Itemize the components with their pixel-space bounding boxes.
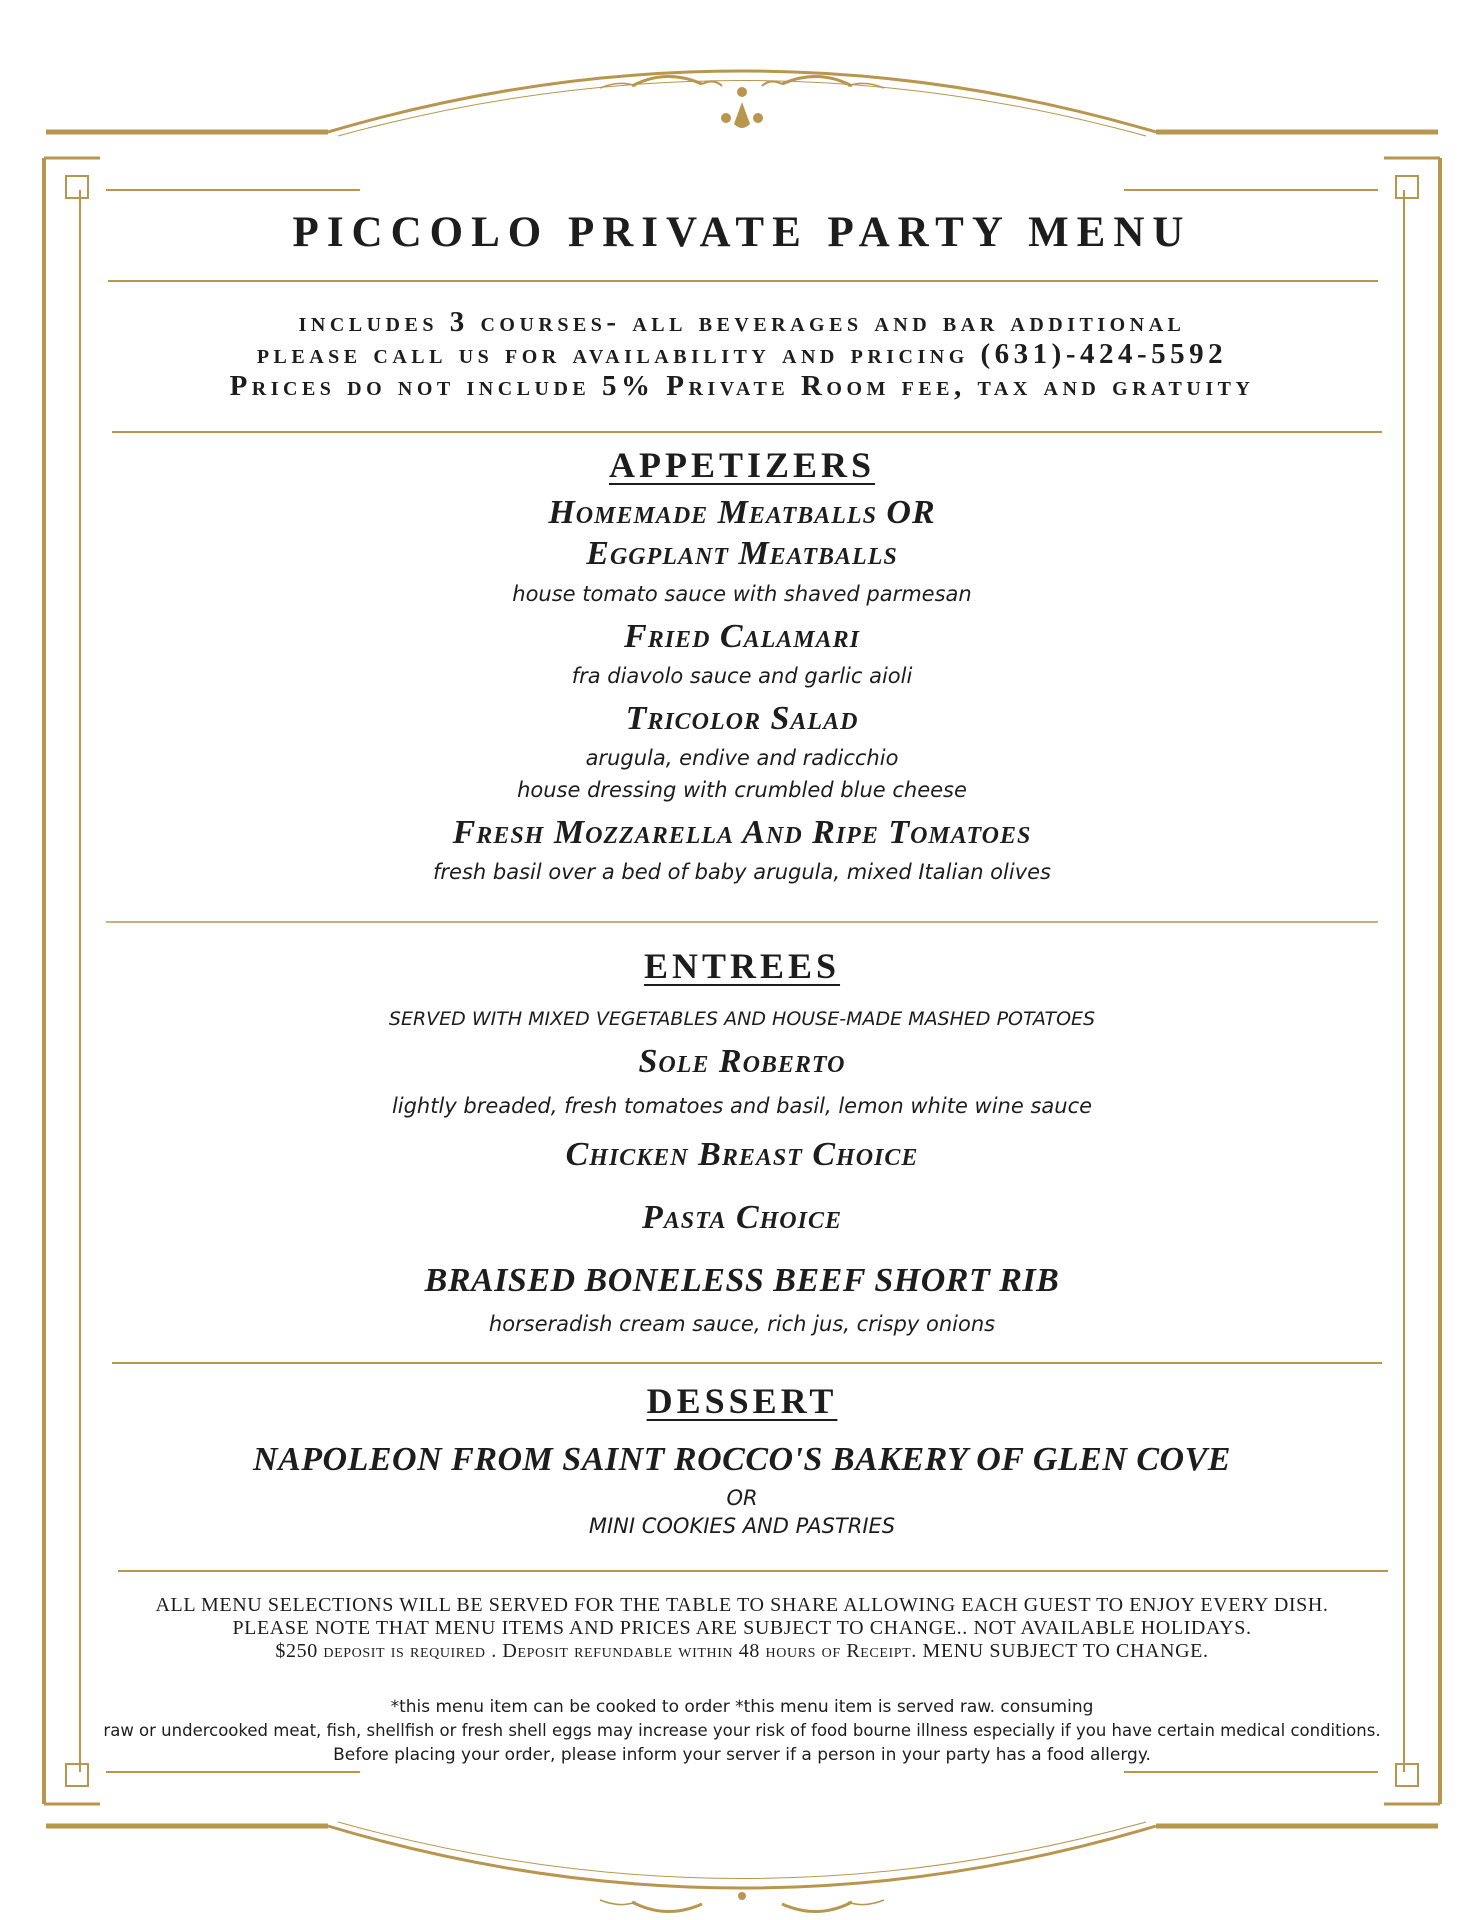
dessert-or: OR <box>726 1486 758 1510</box>
entree-pasta-name: Pasta Choice <box>641 1199 842 1236</box>
appetizer-meatballs-name-line2: Eggplant Meatballs <box>586 535 898 572</box>
entrees-subtitle: SERVED WITH MIXED VEGETABLES AND HOUSE-MADE MASHED POTATOES <box>388 1008 1096 1030</box>
appetizer-salad-name: Tricolor Salad <box>625 700 859 737</box>
appetizer-salad-desc-line1: arugula, endive and radicchio <box>585 746 899 770</box>
dessert-heading: DESSERT <box>646 1381 838 1421</box>
info-line-phone: please call us for availability and pricing (631)-424-5592 <box>256 338 1228 370</box>
fine-print-line2: raw or undercooked meat, fish, shellfish or fresh shell eggs may increase your risk of food bourne illness especially if you have certain medical conditions. <box>103 1721 1381 1740</box>
entree-short-rib-name: BRAISED BONELESS BEEF SHORT RIB <box>424 1262 1060 1299</box>
fine-print-line1: *this menu item can be cooked to order *this menu item is served raw. consuming <box>390 1697 1094 1717</box>
page-title: PICCOLO PRIVATE PARTY MENU <box>292 209 1192 256</box>
entree-short-rib-desc: horseradish cream sauce, rich jus, crispy onions <box>488 1312 996 1336</box>
appetizers-heading: APPETIZERS <box>608 445 876 485</box>
appetizer-mozzarella-name: Fresh Mozzarella And Ripe Tomatoes <box>452 814 1032 851</box>
dessert-alt: MINI COOKIES AND PASTRIES <box>588 1514 896 1538</box>
appetizer-meatballs-desc: house tomato sauce with shaved parmesan <box>512 582 972 606</box>
appetizer-mozzarella-desc: fresh basil over a bed of baby arugula, mixed Italian olives <box>433 860 1051 884</box>
info-line-courses: includes 3 courses- all beverages and bar additional <box>298 306 1186 338</box>
entrees-heading: ENTREES <box>643 946 841 986</box>
note-deposit: $250 deposit is required . Deposit refundable within 48 hours of Receipt. MENU SUBJECT TO CHANGE. <box>275 1640 1209 1662</box>
dessert-item: NAPOLEON FROM SAINT ROCCO'S BAKERY OF GLEN COVE <box>253 1441 1231 1478</box>
info-line-fees: Prices do not include 5% Private Room fee, tax and gratuity <box>229 370 1255 402</box>
fine-print-line3: Before placing your order, please inform your server if a person in your party has a food allergy. <box>333 1745 1151 1765</box>
appetizer-meatballs-name-line1: Homemade Meatballs OR <box>548 494 936 531</box>
appetizer-salad-desc-line2: house dressing with crumbled blue cheese <box>517 778 967 802</box>
note-share: ALL MENU SELECTIONS WILL BE SERVED FOR THE TABLE TO SHARE ALLOWING EACH GUEST TO ENJOY EVERY DISH. <box>155 1594 1329 1616</box>
entree-sole-name: Sole Roberto <box>638 1043 846 1080</box>
note-change: PLEASE NOTE THAT MENU ITEMS AND PRICES ARE SUBJECT TO CHANGE.. NOT AVAILABLE HOLIDAYS. <box>232 1617 1252 1639</box>
appetizer-calamari-desc: fra diavolo sauce and garlic aioli <box>571 664 913 688</box>
entree-sole-desc: lightly breaded, fresh tomatoes and basil, lemon white wine sauce <box>391 1094 1093 1118</box>
entree-chicken-name: Chicken Breast Choice <box>565 1136 919 1173</box>
appetizer-calamari-name: Fried Calamari <box>624 618 860 655</box>
